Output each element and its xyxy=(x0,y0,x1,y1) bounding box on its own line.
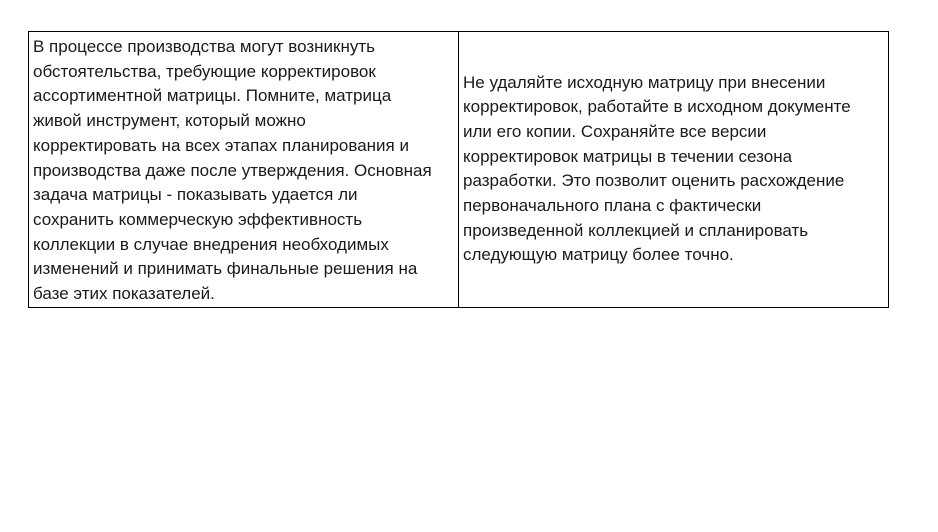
advice-table xyxy=(28,31,889,308)
right-cell-line: следующую матрицу более точно. xyxy=(463,245,734,265)
right-cell-line: разработки. Это позволит оценить расхождение xyxy=(463,171,845,191)
left-cell-line: производства даже после утверждения. Основная xyxy=(33,160,432,180)
left-cell-line: сохранить коммерческую эффективность xyxy=(33,209,363,229)
right-cell-line: или его копии. Сохраняйте все версии xyxy=(463,121,767,141)
right-cell-line: первоначального плана с фактически xyxy=(463,196,762,216)
left-cell-line: корректировать на всех этапах планирования и xyxy=(33,135,409,155)
left-cell-line: коллекции в случае внедрения необходимых xyxy=(33,234,389,254)
right-cell-line: корректировок матрицы в течении сезона xyxy=(463,146,793,166)
left-cell-line: живой инструмент, который можно xyxy=(33,111,306,131)
left-cell-line: ассортиментной матрицы. Помните, матрица xyxy=(33,86,392,106)
left-cell-line: обстоятельства, требующие корректировок xyxy=(33,61,376,81)
right-cell-line: произведенной коллекцией и спланировать xyxy=(463,220,809,240)
left-cell-line: базе этих показателей. xyxy=(33,284,215,304)
left-cell-line: изменений и принимать финальные решения на xyxy=(33,259,418,279)
right-cell xyxy=(459,32,889,308)
right-cell-line: корректировок, работайте в исходном документе xyxy=(463,97,851,117)
right-cell-line: Не удаляйте исходную матрицу при внесении xyxy=(463,72,826,92)
table-row xyxy=(29,32,889,308)
left-cell-line: задача матрицы - показывать удается ли xyxy=(33,185,358,205)
left-cell xyxy=(29,32,459,308)
left-cell-line: В процессе производства могут возникнуть xyxy=(33,37,376,56)
